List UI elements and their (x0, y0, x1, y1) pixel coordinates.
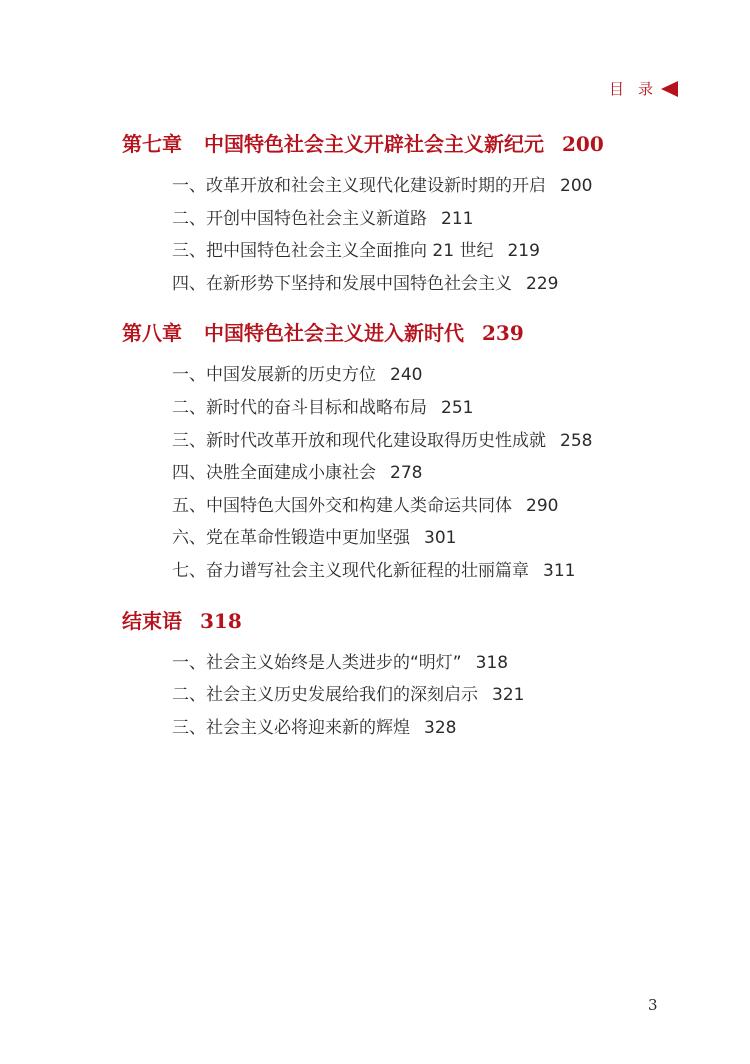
toc-header-label (609, 78, 678, 99)
chapter-number: 第八章 (122, 321, 182, 346)
entry-page: 321 (492, 685, 525, 706)
entry-page: 318 (475, 652, 509, 673)
entry-page: 258 (560, 430, 593, 451)
entry-title: 四、在新形势下坚持和发展中国特色社会主义 (172, 273, 512, 294)
conclusion (122, 607, 690, 745)
entry-title: 三、把中国特色社会主义全面推向 21 世纪 (172, 241, 494, 262)
entry-title: 一、社会主义始终是人类进步的“明灯” (172, 652, 462, 673)
chapter-title: 结束语 (122, 608, 182, 633)
chapter-title: 中国特色社会主义进入新时代 (204, 321, 464, 346)
toc-entry[interactable] (122, 555, 690, 588)
toc-entry[interactable] (122, 268, 690, 301)
entry-title: 三、新时代改革开放和现代化建设取得历史性成就 (172, 430, 546, 451)
entry-page: 290 (526, 495, 559, 516)
entry-page: 311 (543, 560, 576, 581)
chapter-page: 200 (562, 132, 604, 156)
chapter-number: 第七章 (122, 132, 182, 156)
chapter-heading[interactable] (122, 130, 690, 158)
toc-entry[interactable] (122, 235, 690, 268)
chapter-7 (122, 130, 690, 300)
toc-entry[interactable] (122, 359, 690, 392)
chapter-page: 318 (200, 608, 242, 633)
toc-entry[interactable] (122, 392, 690, 425)
entry-title: 二、新时代的奋斗目标和战略布局 (172, 397, 427, 418)
entry-page: 211 (441, 208, 474, 229)
entry-page: 229 (526, 273, 559, 294)
entry-title: 五、中国特色大国外交和构建人类命运共同体 (172, 495, 512, 516)
entry-title: 二、开创中国特色社会主义新道路 (172, 208, 427, 229)
entry-page: 251 (441, 397, 474, 418)
toc-entry[interactable] (122, 679, 690, 712)
entry-page: 301 (424, 528, 457, 549)
chapter-title: 中国特色社会主义开辟社会主义新纪元 (204, 132, 544, 156)
toc-entry[interactable] (122, 522, 690, 555)
entry-page: 328 (424, 717, 457, 738)
chapter-page: 239 (482, 321, 524, 346)
toc-entry[interactable] (122, 170, 690, 203)
entry-title: 一、改革开放和社会主义现代化建设新时期的开启 (172, 176, 546, 196)
toc-header-char-1: 目 (608, 80, 626, 98)
entry-title: 七、奋力谱写社会主义现代化新征程的壮丽篇章 (172, 560, 529, 581)
toc-entry[interactable] (122, 712, 690, 745)
chapter-heading[interactable] (122, 607, 690, 635)
chapter-8 (122, 319, 690, 587)
toc-entry[interactable] (122, 647, 690, 680)
chapter-heading[interactable] (122, 319, 690, 347)
page-number: 3 (648, 996, 658, 1014)
toc-entry[interactable] (122, 457, 690, 490)
triangle-left-icon (661, 81, 678, 97)
entry-title: 二、社会主义历史发展给我们的深刻启示 (172, 685, 478, 706)
toc-header-char-2: 录 (637, 80, 655, 98)
toc-entry[interactable] (122, 425, 690, 458)
entry-page: 240 (390, 365, 423, 386)
entry-title: 三、社会主义必将迎来新的辉煌 (172, 717, 410, 738)
toc-entry[interactable] (122, 203, 690, 236)
entry-page: 278 (390, 463, 423, 484)
entry-title: 六、党在革命性锻造中更加坚强 (172, 528, 410, 549)
entry-page: 219 (507, 241, 540, 262)
entry-page: 200 (560, 176, 593, 196)
entry-title: 一、中国发展新的历史方位 (172, 365, 376, 386)
entry-title: 四、决胜全面建成小康社会 (172, 463, 376, 484)
table-of-contents (122, 130, 690, 763)
toc-entry[interactable] (122, 490, 690, 523)
